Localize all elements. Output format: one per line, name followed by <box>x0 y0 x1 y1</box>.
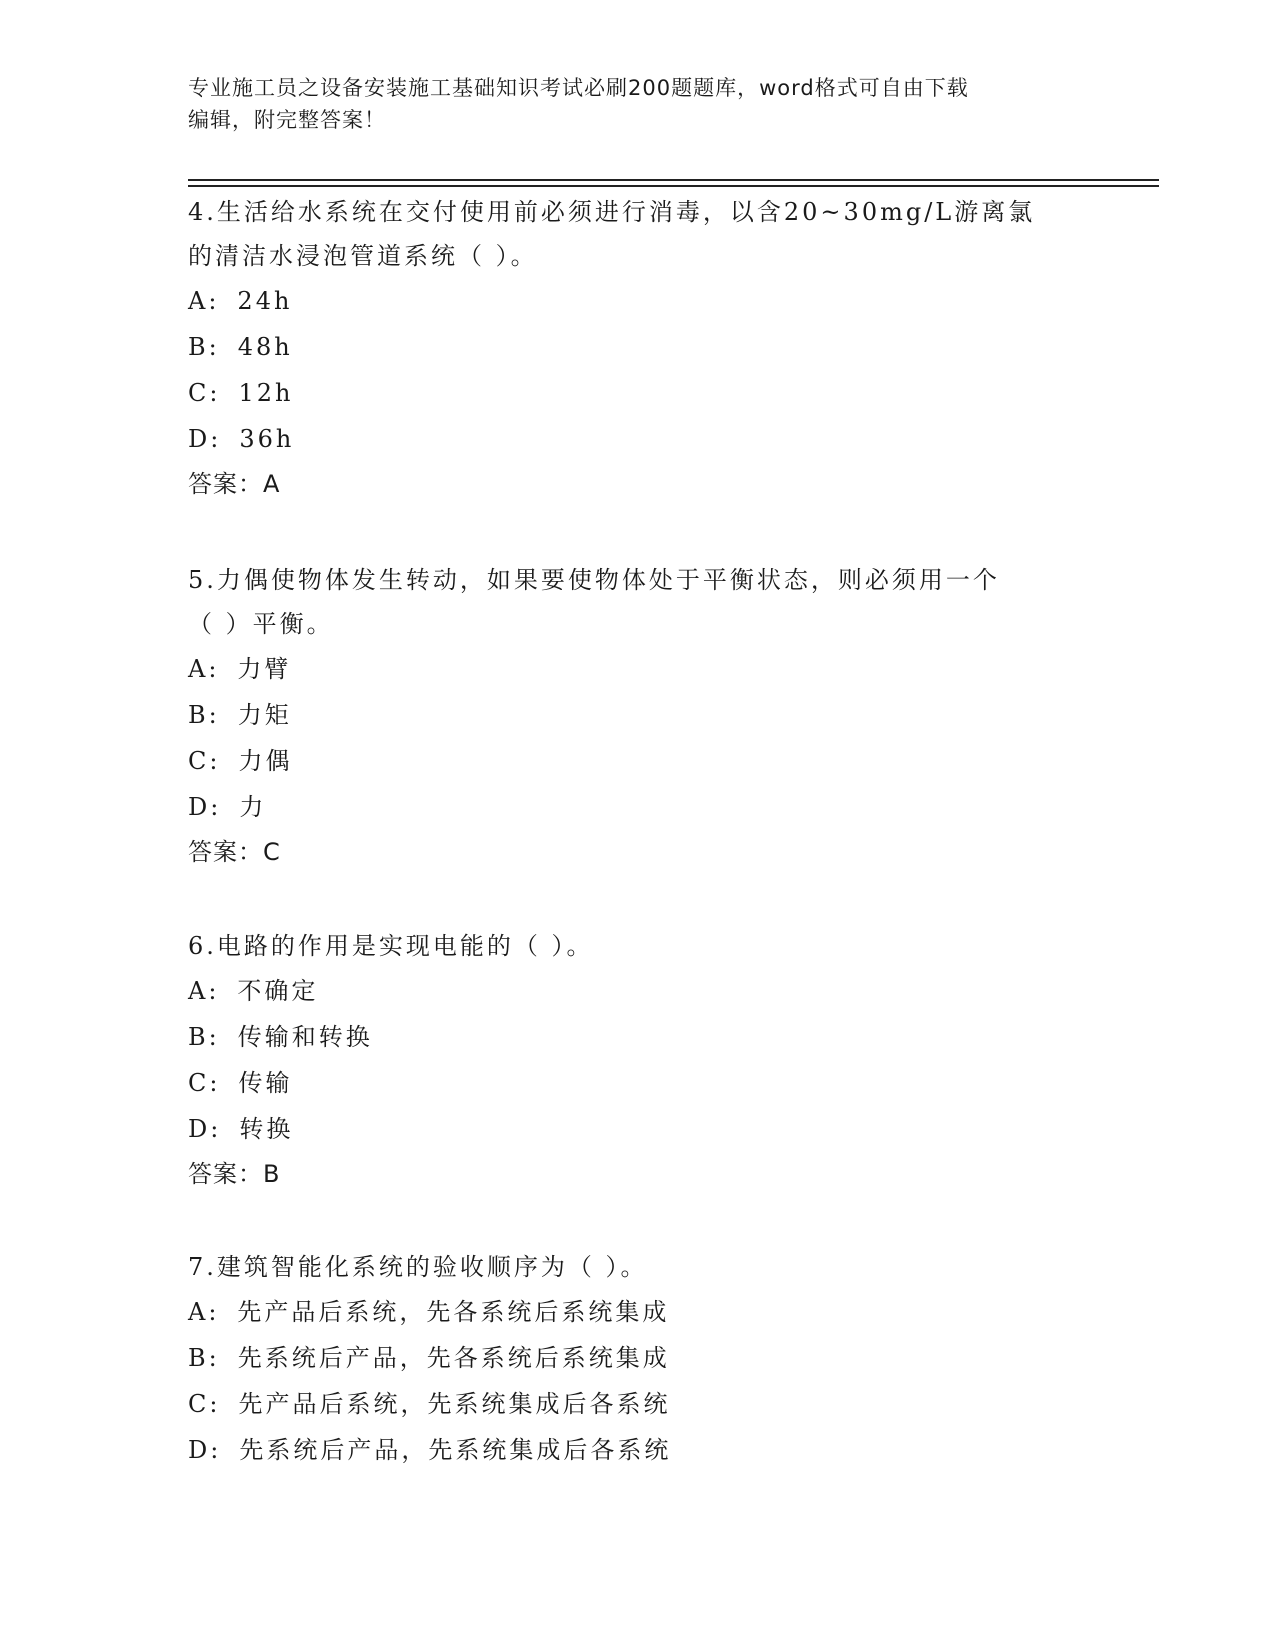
option-d <box>188 416 1088 462</box>
header-line-1: 专业施工员之设备安装施工基础知识考试必刷200题题库，word格式可自由下载 <box>188 76 969 100</box>
option-key: A: <box>188 287 220 315</box>
option-key: C: <box>188 1390 221 1418</box>
question-7 <box>188 1245 1088 1473</box>
option-key: B: <box>188 1023 220 1051</box>
option-text: 传输 <box>238 1069 293 1097</box>
option-d <box>188 1106 1088 1152</box>
question-title-line-1: 7.建筑智能化系统的验收顺序为（ ）。 <box>188 1253 648 1281</box>
question-title-line-1: 4.生活给水系统在交付使用前必须进行消毒，以含20~30mg/L游离氯 <box>188 198 1036 226</box>
option-c <box>188 370 1088 416</box>
option-text: 24h <box>237 287 293 315</box>
option-c <box>188 1381 1088 1427</box>
option-b <box>188 692 1088 738</box>
question-title-line-2: （ ）平衡。 <box>188 610 334 638</box>
option-b <box>188 324 1088 370</box>
option-key: D: <box>188 425 222 453</box>
question-5 <box>188 558 1088 874</box>
option-key: C: <box>188 747 221 775</box>
option-key: D: <box>188 1436 222 1464</box>
option-text: 先产品后系统，先系统集成后各系统 <box>238 1390 671 1418</box>
option-d <box>188 1427 1088 1473</box>
option-key: A: <box>188 977 220 1005</box>
question-title-line-1: 6.电路的作用是实现电能的（ ）。 <box>188 932 594 960</box>
option-d <box>188 784 1088 830</box>
option-key: A: <box>188 1298 220 1326</box>
option-key: B: <box>188 1344 220 1372</box>
option-key: D: <box>188 793 222 821</box>
option-a <box>188 968 1088 1014</box>
option-text: 传输和转换 <box>237 1023 373 1051</box>
option-c <box>188 738 1088 784</box>
option-text: 36h <box>239 425 295 453</box>
option-text: 力 <box>239 793 267 821</box>
option-key: D: <box>188 1115 222 1143</box>
header-divider-bottom <box>188 185 1159 187</box>
answer-line: 答案：C <box>188 838 281 866</box>
option-key: C: <box>188 379 221 407</box>
header-line-2: 编辑，附完整答案！ <box>188 108 386 132</box>
option-a <box>188 278 1088 324</box>
option-a <box>188 646 1088 692</box>
option-text: 力臂 <box>237 655 292 683</box>
option-c <box>188 1060 1088 1106</box>
question-4 <box>188 190 1088 506</box>
answer-line: 答案：B <box>188 1160 281 1188</box>
question-6 <box>188 924 1088 1196</box>
question-title-line-2: 的清洁水浸泡管道系统（ ）。 <box>188 242 538 270</box>
header-divider-top <box>188 179 1159 181</box>
option-key: C: <box>188 1069 221 1097</box>
option-key: A: <box>188 655 220 683</box>
question-title-line-1: 5.力偶使物体发生转动，如果要使物体处于平衡状态，则必须用一个 <box>188 566 1000 594</box>
option-b <box>188 1014 1088 1060</box>
option-text: 48h <box>237 333 293 361</box>
option-text: 12h <box>238 379 294 407</box>
option-text: 转换 <box>239 1115 294 1143</box>
option-text: 不确定 <box>237 977 319 1005</box>
document-header <box>188 72 1078 136</box>
option-b <box>188 1335 1088 1381</box>
option-a <box>188 1289 1088 1335</box>
option-key: B: <box>188 701 220 729</box>
option-text: 力矩 <box>237 701 292 729</box>
answer-line: 答案：A <box>188 470 281 498</box>
option-text: 力偶 <box>238 747 293 775</box>
option-text: 先系统后产品，先系统集成后各系统 <box>239 1436 672 1464</box>
option-text: 先产品后系统，先各系统后系统集成 <box>237 1298 670 1326</box>
option-text: 先系统后产品，先各系统后系统集成 <box>237 1344 670 1372</box>
option-key: B: <box>188 333 220 361</box>
